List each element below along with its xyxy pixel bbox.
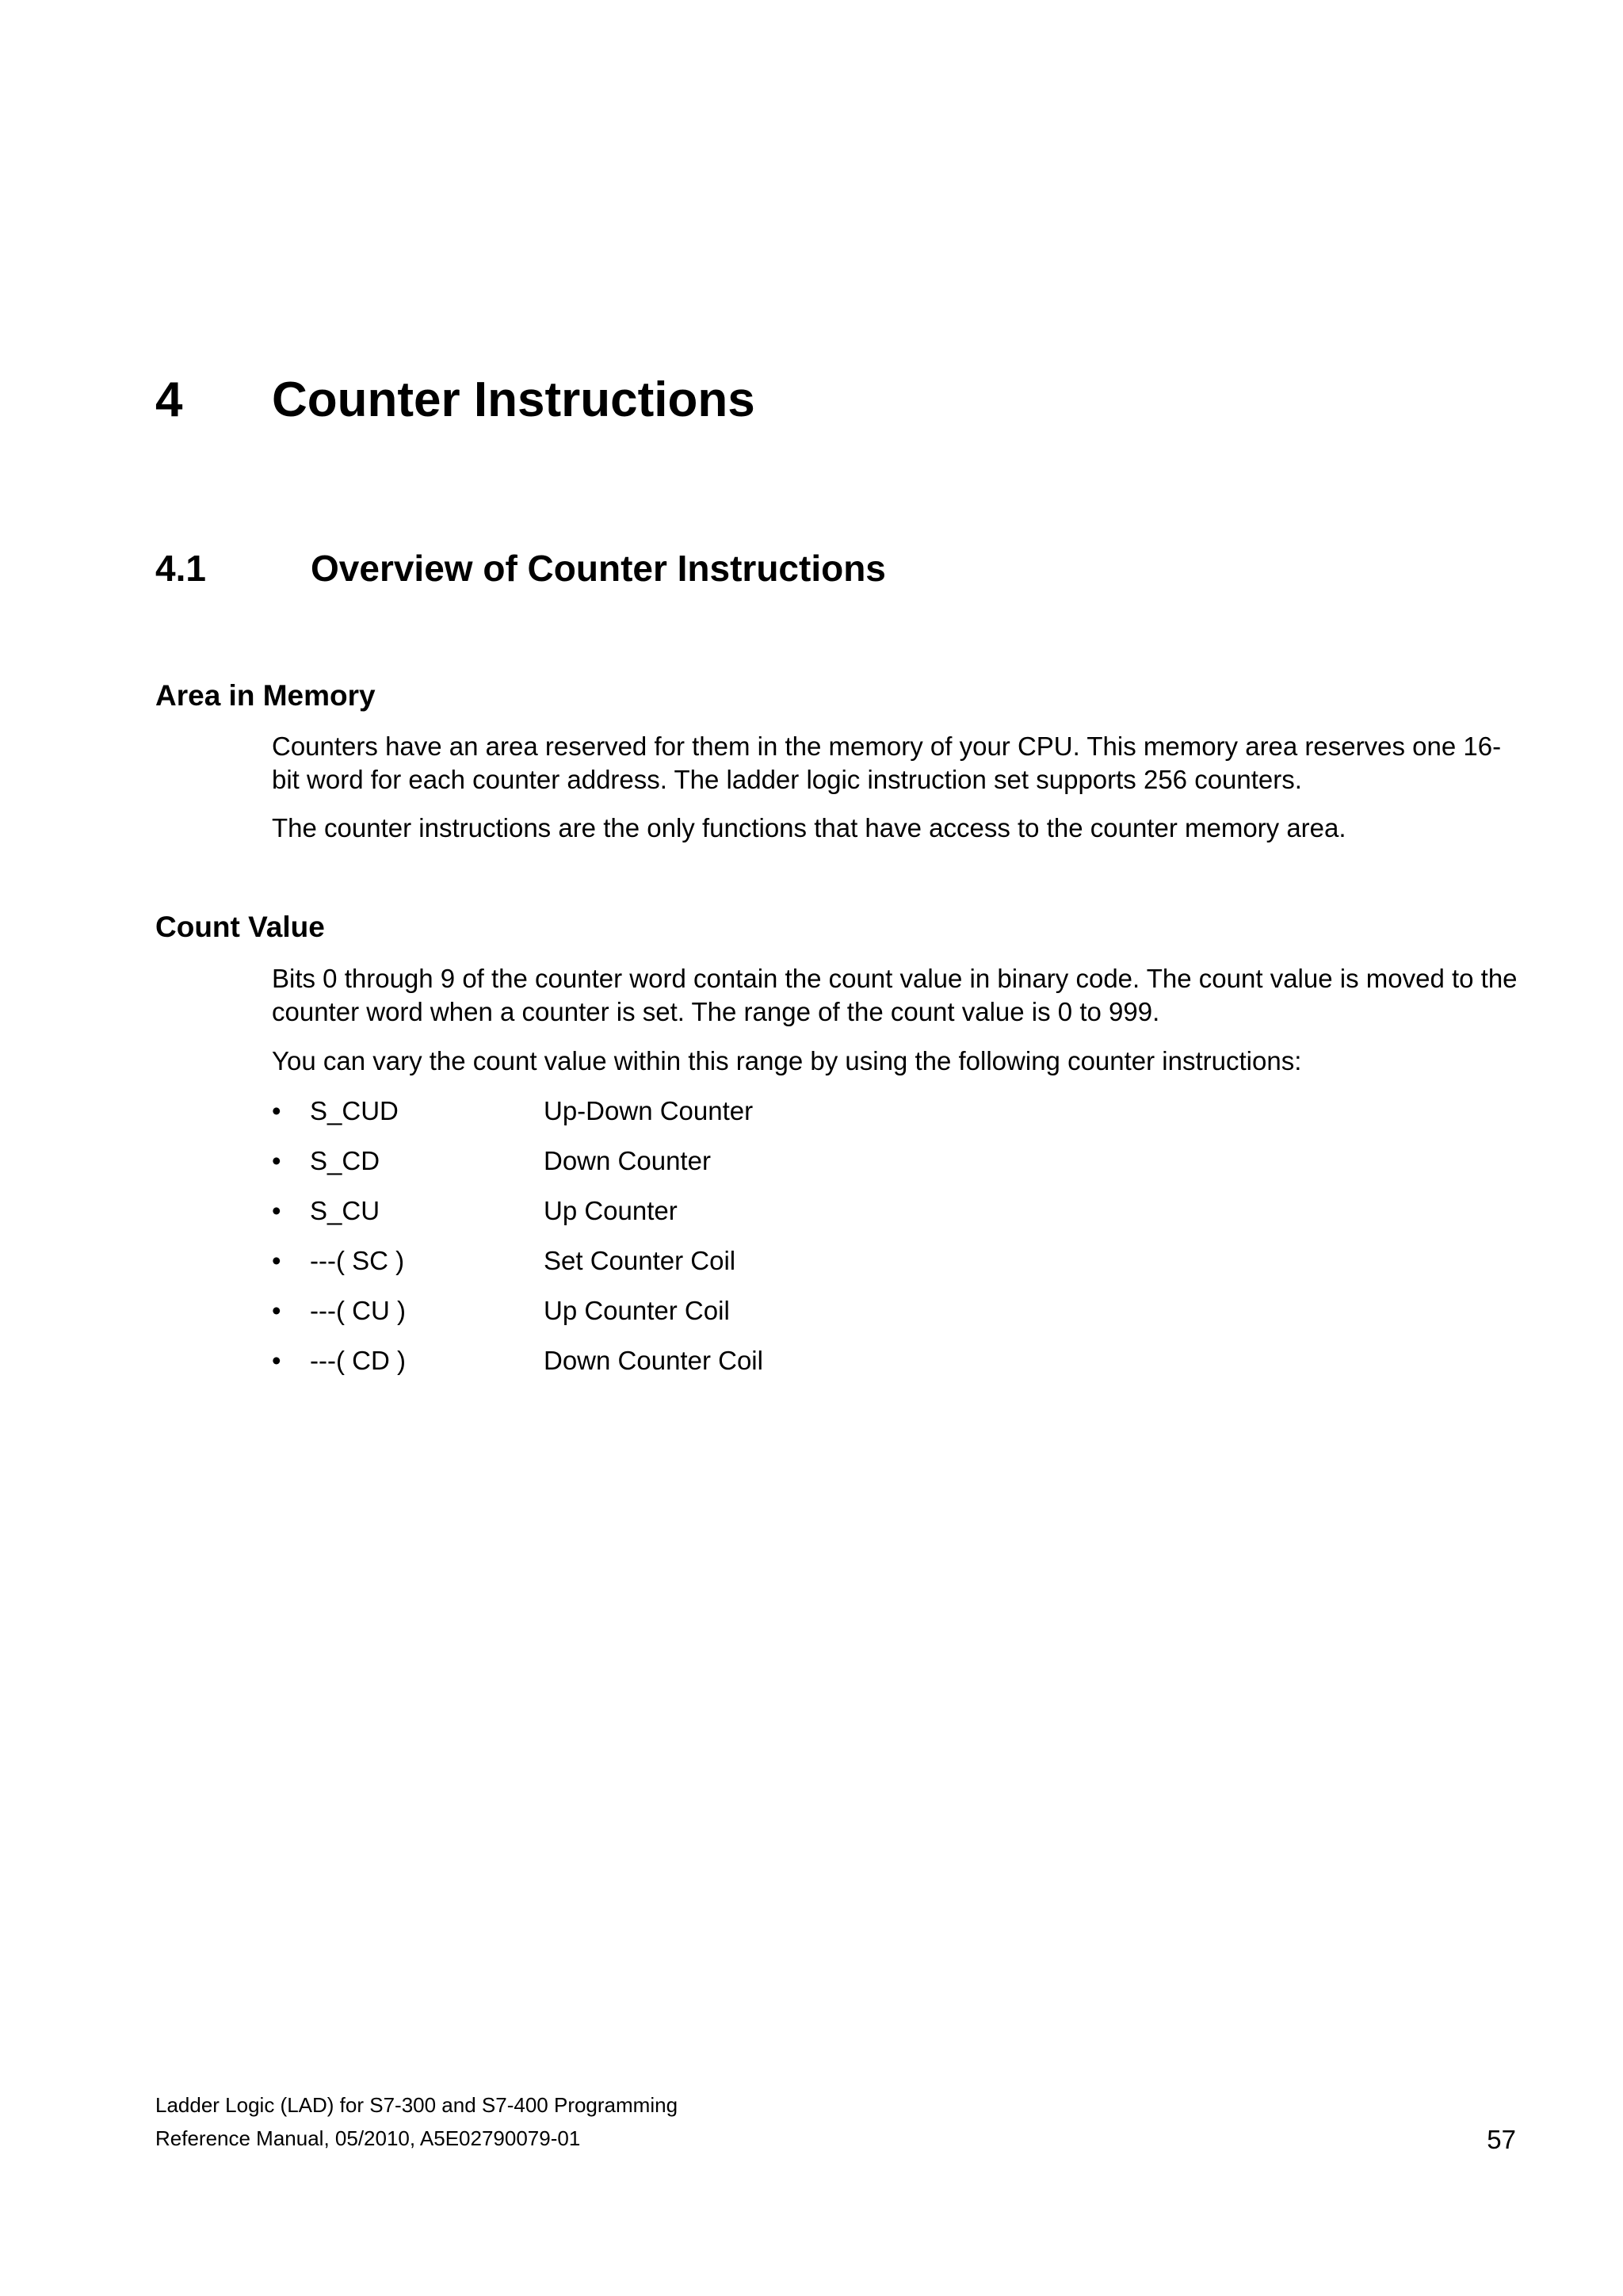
page-number: 57 [1487,2125,1516,2154]
instruction-code: S_CU [310,1196,380,1225]
instruction-description: Set Counter Coil [544,1246,736,1275]
area-in-memory-heading: Area in Memory [155,679,376,712]
chapter-title: Counter Instructions [272,372,755,427]
bullet-icon: • [272,1196,281,1225]
instruction-code: S_CD [310,1146,380,1175]
instruction-code: S_CUD [310,1096,399,1125]
instruction-description: Up Counter [544,1196,678,1225]
bullet-icon: • [272,1296,281,1325]
instruction-description: Down Counter Coil [544,1346,763,1375]
instruction-description: Up Counter Coil [544,1296,730,1325]
bullet-icon: • [272,1246,281,1275]
count-value-paragraph-2: You can vary the count value within this range by using the following counter instructions: [272,1046,1302,1075]
instruction-code: ---( CU ) [310,1296,406,1325]
count-value-paragraph-1: Bits 0 through 9 of the counter word contain the count value in binary code. The count value is moved to the counter word when a counter is set. The range of the count value is 0 to 999. [272,964,1518,1026]
instruction-code: ---( CD ) [310,1346,406,1375]
area-in-memory-paragraph-1: Counters have an area reserved for them in the memory of your CPU. This memory area reserves one 16-bit word for each counter address. The ladder logic instruction set supports 256 counters. [272,732,1502,794]
instruction-description: Up-Down Counter [544,1096,754,1125]
bullet-icon: • [272,1346,281,1375]
bullet-icon: • [272,1096,281,1125]
bullet-icon: • [272,1146,281,1175]
count-value-heading: Count Value [155,911,325,943]
footer-manual-edition: Reference Manual, 05/2010, A5E02790079-01 [155,2126,581,2150]
instruction-code: ---( SC ) [310,1246,405,1275]
section-number: 4.1 [155,548,206,589]
instruction-description: Down Counter [544,1146,711,1175]
section-title: Overview of Counter Instructions [311,548,886,589]
footer-manual-title: Ladder Logic (LAD) for S7-300 and S7-400 Programming [155,2093,678,2117]
chapter-number: 4 [155,372,183,427]
area-in-memory-paragraph-2: The counter instructions are the only functions that have access to the counter memory area. [272,813,1346,842]
